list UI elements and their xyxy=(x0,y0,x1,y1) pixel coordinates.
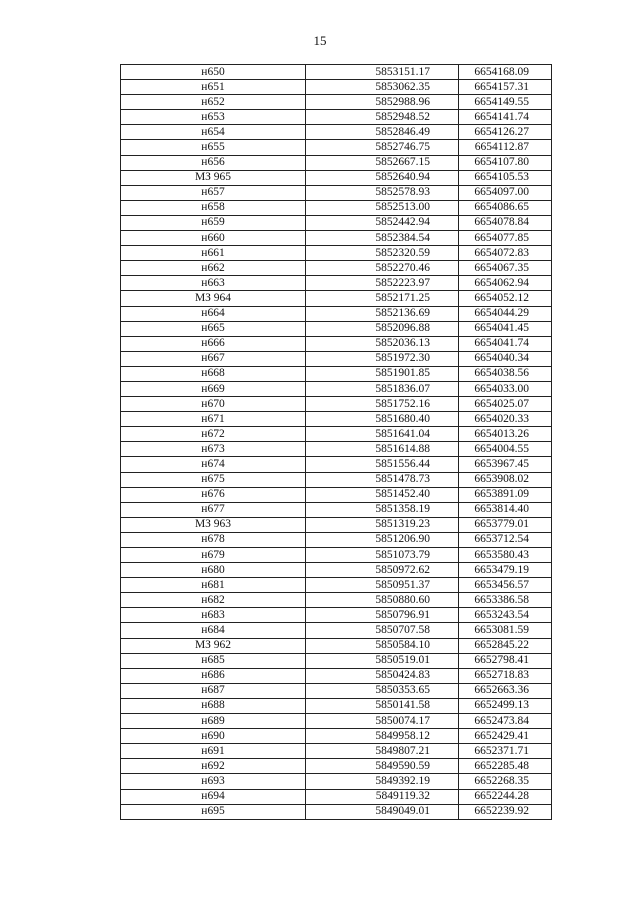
x-coordinate-cell: 5852640.94 xyxy=(306,170,459,185)
point-name-cell: н689 xyxy=(121,714,306,729)
x-coordinate-cell: 5849807.21 xyxy=(306,744,459,759)
point-name-cell: н655 xyxy=(121,140,306,155)
x-coordinate-cell: 5851680.40 xyxy=(306,412,459,427)
table-row xyxy=(121,110,552,125)
x-coordinate-cell: 5851752.16 xyxy=(306,397,459,412)
y-coordinate-cell: 6654112.87 xyxy=(459,140,552,155)
x-coordinate-cell: 5853062.35 xyxy=(306,80,459,95)
point-name-cell: н677 xyxy=(121,502,306,517)
point-name-cell: н670 xyxy=(121,397,306,412)
point-name-cell: н650 xyxy=(121,65,306,80)
x-coordinate-cell: 5853151.17 xyxy=(306,65,459,80)
y-coordinate-cell: 6653779.01 xyxy=(459,517,552,532)
point-name-cell: н656 xyxy=(121,155,306,170)
x-coordinate-cell: 5852320.59 xyxy=(306,246,459,261)
table-row xyxy=(121,336,552,351)
table-row xyxy=(121,261,552,276)
point-name-cell: н682 xyxy=(121,593,306,608)
point-name-cell: н672 xyxy=(121,427,306,442)
point-name-cell: н676 xyxy=(121,487,306,502)
y-coordinate-cell: 6652845.22 xyxy=(459,638,552,653)
x-coordinate-cell: 5852988.96 xyxy=(306,95,459,110)
point-name-cell: н671 xyxy=(121,412,306,427)
point-name-cell: н687 xyxy=(121,683,306,698)
y-coordinate-cell: 6653891.09 xyxy=(459,487,552,502)
point-name-cell: н691 xyxy=(121,744,306,759)
table-row xyxy=(121,427,552,442)
table-row xyxy=(121,155,552,170)
table-row xyxy=(121,185,552,200)
page-number: 15 xyxy=(313,33,327,48)
y-coordinate-cell: 6653243.54 xyxy=(459,608,552,623)
y-coordinate-cell: 6654041.45 xyxy=(459,321,552,336)
y-coordinate-cell: 6652285.48 xyxy=(459,759,552,774)
table-row xyxy=(121,65,552,80)
point-name-cell: н673 xyxy=(121,442,306,457)
point-name-cell: н654 xyxy=(121,125,306,140)
y-coordinate-cell: 6654078.84 xyxy=(459,215,552,230)
table-row xyxy=(121,744,552,759)
y-coordinate-cell: 6654107.80 xyxy=(459,155,552,170)
table-row xyxy=(121,321,552,336)
x-coordinate-cell: 5852667.15 xyxy=(306,155,459,170)
x-coordinate-cell: 5852384.54 xyxy=(306,231,459,246)
y-coordinate-cell: 6652244.28 xyxy=(459,789,552,804)
y-coordinate-cell: 6654067.35 xyxy=(459,261,552,276)
table-row xyxy=(121,487,552,502)
table-row xyxy=(121,276,552,291)
point-name-cell: н653 xyxy=(121,110,306,125)
x-coordinate-cell: 5852096.88 xyxy=(306,321,459,336)
y-coordinate-cell: 6652499.13 xyxy=(459,698,552,713)
point-name-cell: н683 xyxy=(121,608,306,623)
point-name-cell: н694 xyxy=(121,789,306,804)
y-coordinate-cell: 6652429.41 xyxy=(459,729,552,744)
table-row xyxy=(121,759,552,774)
table-row xyxy=(121,215,552,230)
y-coordinate-cell: 6653456.57 xyxy=(459,578,552,593)
point-name-cell: н661 xyxy=(121,246,306,261)
table-row xyxy=(121,381,552,396)
x-coordinate-cell: 5852270.46 xyxy=(306,261,459,276)
x-coordinate-cell: 5849049.01 xyxy=(306,804,459,819)
x-coordinate-cell: 5851972.30 xyxy=(306,351,459,366)
x-coordinate-cell: 5851901.85 xyxy=(306,366,459,381)
y-coordinate-cell: 6652663.36 xyxy=(459,683,552,698)
x-coordinate-cell: 5852442.94 xyxy=(306,215,459,230)
point-name-cell: МЗ 963 xyxy=(121,517,306,532)
x-coordinate-cell: 5850972.62 xyxy=(306,563,459,578)
table-row xyxy=(121,563,552,578)
point-name-cell: н692 xyxy=(121,759,306,774)
y-coordinate-cell: 6654149.55 xyxy=(459,95,552,110)
y-coordinate-cell: 6653081.59 xyxy=(459,623,552,638)
x-coordinate-cell: 5849392.19 xyxy=(306,774,459,789)
point-name-cell: н690 xyxy=(121,729,306,744)
table-row xyxy=(121,623,552,638)
y-coordinate-cell: 6654157.31 xyxy=(459,80,552,95)
table-row xyxy=(121,608,552,623)
x-coordinate-cell: 5851836.07 xyxy=(306,381,459,396)
y-coordinate-cell: 6653908.02 xyxy=(459,472,552,487)
x-coordinate-cell: 5850074.17 xyxy=(306,714,459,729)
point-name-cell: н678 xyxy=(121,532,306,547)
table-row xyxy=(121,457,552,472)
y-coordinate-cell: 6652239.92 xyxy=(459,804,552,819)
table-row xyxy=(121,698,552,713)
point-name-cell: н685 xyxy=(121,653,306,668)
x-coordinate-cell: 5851073.79 xyxy=(306,548,459,563)
point-name-cell: н675 xyxy=(121,472,306,487)
point-name-cell: н662 xyxy=(121,261,306,276)
x-coordinate-cell: 5849958.12 xyxy=(306,729,459,744)
table-row xyxy=(121,140,552,155)
point-name-cell: н666 xyxy=(121,336,306,351)
y-coordinate-cell: 6652268.35 xyxy=(459,774,552,789)
y-coordinate-cell: 6654062.94 xyxy=(459,276,552,291)
y-coordinate-cell: 6654041.74 xyxy=(459,336,552,351)
y-coordinate-cell: 6654025.07 xyxy=(459,397,552,412)
y-coordinate-cell: 6654086.65 xyxy=(459,200,552,215)
x-coordinate-cell: 5849590.59 xyxy=(306,759,459,774)
table-row xyxy=(121,804,552,819)
table-row xyxy=(121,638,552,653)
point-name-cell: н652 xyxy=(121,95,306,110)
x-coordinate-cell: 5852171.25 xyxy=(306,291,459,306)
point-name-cell: н674 xyxy=(121,457,306,472)
y-coordinate-cell: 6652718.83 xyxy=(459,668,552,683)
y-coordinate-cell: 6654126.27 xyxy=(459,125,552,140)
y-coordinate-cell: 6652798.41 xyxy=(459,653,552,668)
coordinates-table xyxy=(120,64,552,820)
table-row xyxy=(121,668,552,683)
coordinates-table-body xyxy=(121,65,552,820)
y-coordinate-cell: 6653712.54 xyxy=(459,532,552,547)
x-coordinate-cell: 5852223.97 xyxy=(306,276,459,291)
point-name-cell: н680 xyxy=(121,563,306,578)
y-coordinate-cell: 6654033.00 xyxy=(459,381,552,396)
y-coordinate-cell: 6654013.26 xyxy=(459,427,552,442)
table-row xyxy=(121,170,552,185)
point-name-cell: МЗ 965 xyxy=(121,170,306,185)
y-coordinate-cell: 6653479.19 xyxy=(459,563,552,578)
y-coordinate-cell: 6654052.12 xyxy=(459,291,552,306)
y-coordinate-cell: 6654020.33 xyxy=(459,412,552,427)
table-row xyxy=(121,532,552,547)
x-coordinate-cell: 5850353.65 xyxy=(306,683,459,698)
point-name-cell: н651 xyxy=(121,80,306,95)
table-row xyxy=(121,366,552,381)
y-coordinate-cell: 6654077.85 xyxy=(459,231,552,246)
point-name-cell: н688 xyxy=(121,698,306,713)
table-row xyxy=(121,397,552,412)
x-coordinate-cell: 5851614.88 xyxy=(306,442,459,457)
table-row xyxy=(121,578,552,593)
y-coordinate-cell: 6654105.53 xyxy=(459,170,552,185)
point-name-cell: н695 xyxy=(121,804,306,819)
y-coordinate-cell: 6653580.43 xyxy=(459,548,552,563)
point-name-cell: н693 xyxy=(121,774,306,789)
x-coordinate-cell: 5851478.73 xyxy=(306,472,459,487)
x-coordinate-cell: 5852746.75 xyxy=(306,140,459,155)
table-row xyxy=(121,472,552,487)
table-row xyxy=(121,442,552,457)
point-name-cell: н684 xyxy=(121,623,306,638)
x-coordinate-cell: 5852578.93 xyxy=(306,185,459,200)
point-name-cell: МЗ 964 xyxy=(121,291,306,306)
x-coordinate-cell: 5850141.58 xyxy=(306,698,459,713)
table-row xyxy=(121,729,552,744)
table-row xyxy=(121,517,552,532)
point-name-cell: н669 xyxy=(121,381,306,396)
y-coordinate-cell: 6654044.29 xyxy=(459,306,552,321)
x-coordinate-cell: 5852036.13 xyxy=(306,336,459,351)
x-coordinate-cell: 5852948.52 xyxy=(306,110,459,125)
table-row xyxy=(121,125,552,140)
y-coordinate-cell: 6654072.83 xyxy=(459,246,552,261)
point-name-cell: н663 xyxy=(121,276,306,291)
x-coordinate-cell: 5851358.19 xyxy=(306,502,459,517)
table-row xyxy=(121,306,552,321)
point-name-cell: н660 xyxy=(121,231,306,246)
point-name-cell: н658 xyxy=(121,200,306,215)
table-row xyxy=(121,351,552,366)
y-coordinate-cell: 6654097.00 xyxy=(459,185,552,200)
point-name-cell: МЗ 962 xyxy=(121,638,306,653)
y-coordinate-cell: 6654141.74 xyxy=(459,110,552,125)
x-coordinate-cell: 5851206.90 xyxy=(306,532,459,547)
table-row xyxy=(121,593,552,608)
x-coordinate-cell: 5850951.37 xyxy=(306,578,459,593)
table-row xyxy=(121,291,552,306)
table-row xyxy=(121,95,552,110)
x-coordinate-cell: 5850424.83 xyxy=(306,668,459,683)
point-name-cell: н679 xyxy=(121,548,306,563)
point-name-cell: н667 xyxy=(121,351,306,366)
point-name-cell: н657 xyxy=(121,185,306,200)
table-row xyxy=(121,231,552,246)
table-row xyxy=(121,683,552,698)
table-row xyxy=(121,246,552,261)
x-coordinate-cell: 5851319.23 xyxy=(306,517,459,532)
x-coordinate-cell: 5852846.49 xyxy=(306,125,459,140)
x-coordinate-cell: 5849119.32 xyxy=(306,789,459,804)
point-name-cell: н681 xyxy=(121,578,306,593)
point-name-cell: н665 xyxy=(121,321,306,336)
table-row xyxy=(121,774,552,789)
table-row xyxy=(121,502,552,517)
table-row xyxy=(121,714,552,729)
table-row xyxy=(121,412,552,427)
y-coordinate-cell: 6653967.45 xyxy=(459,457,552,472)
point-name-cell: н664 xyxy=(121,306,306,321)
x-coordinate-cell: 5852136.69 xyxy=(306,306,459,321)
x-coordinate-cell: 5851556.44 xyxy=(306,457,459,472)
x-coordinate-cell: 5850519.01 xyxy=(306,653,459,668)
point-name-cell: н659 xyxy=(121,215,306,230)
y-coordinate-cell: 6654038.56 xyxy=(459,366,552,381)
x-coordinate-cell: 5850707.58 xyxy=(306,623,459,638)
point-name-cell: н686 xyxy=(121,668,306,683)
y-coordinate-cell: 6654004.55 xyxy=(459,442,552,457)
table-row xyxy=(121,548,552,563)
y-coordinate-cell: 6654040.34 xyxy=(459,351,552,366)
y-coordinate-cell: 6652473.84 xyxy=(459,714,552,729)
x-coordinate-cell: 5851641.04 xyxy=(306,427,459,442)
y-coordinate-cell: 6653386.58 xyxy=(459,593,552,608)
table-row xyxy=(121,80,552,95)
x-coordinate-cell: 5852513.00 xyxy=(306,200,459,215)
y-coordinate-cell: 6654168.09 xyxy=(459,65,552,80)
table-row xyxy=(121,653,552,668)
table-row xyxy=(121,789,552,804)
table-row xyxy=(121,200,552,215)
x-coordinate-cell: 5850584.10 xyxy=(306,638,459,653)
y-coordinate-cell: 6653814.40 xyxy=(459,502,552,517)
point-name-cell: н668 xyxy=(121,366,306,381)
x-coordinate-cell: 5850880.60 xyxy=(306,593,459,608)
y-coordinate-cell: 6652371.71 xyxy=(459,744,552,759)
x-coordinate-cell: 5851452.40 xyxy=(306,487,459,502)
x-coordinate-cell: 5850796.91 xyxy=(306,608,459,623)
